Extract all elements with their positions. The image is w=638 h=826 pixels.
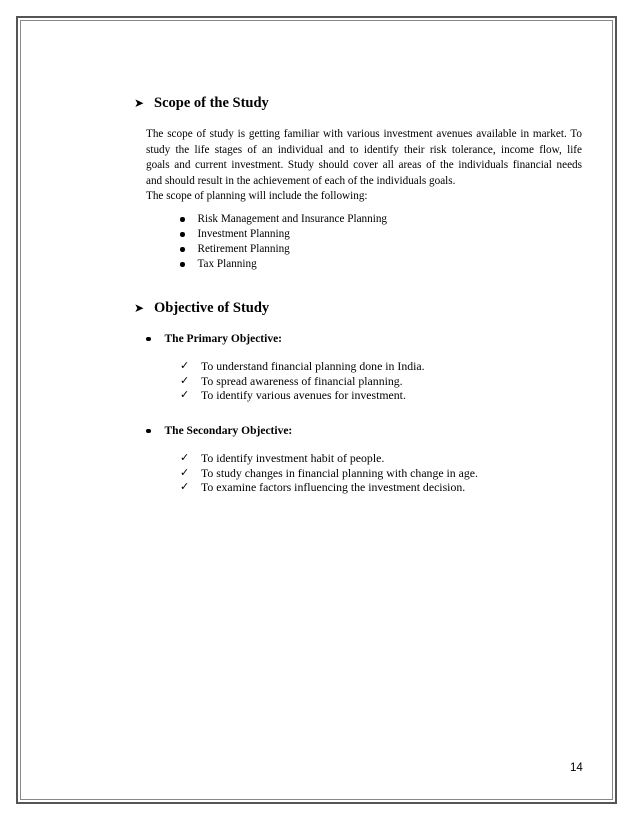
list-item [180,242,387,257]
checkmark-icon: ✓ [180,360,190,372]
scope-paragraph-line: and should result in the achievement of each of the individuals goals. [146,174,456,187]
list-item-text: To identify various avenues for investment. [201,388,406,402]
list-item-text: Tax Planning [197,258,257,270]
list-item-text: Retirement Planning [197,243,290,255]
scope-paragraph-line: study the life stages of an individual and to identify their risk tolerance, income flow, life [146,143,582,156]
scope-intro: The scope of planning will include the following: [146,190,368,202]
round-bullet-icon [180,217,185,222]
list-item [180,227,387,242]
list-item [180,451,478,466]
list-item-text: To spread awareness of financial planning. [201,373,403,388]
list-item [180,257,387,272]
scope-heading [134,95,269,112]
list-item [180,359,425,374]
list-item-text: To study changes in financial planning with change in age. [201,465,478,480]
round-bullet-icon [180,247,185,252]
list-item-text: Investment Planning [197,228,290,240]
secondary-objective-label [146,425,292,437]
arrow-bullet-icon: ➤ [134,301,145,315]
list-item-text: To understand financial planning done in India. [201,359,425,373]
arrow-bullet-icon: ➤ [134,96,145,110]
secondary-objective-text: The Secondary Objective: [164,425,293,437]
checkmark-icon: ✓ [180,481,190,493]
scope-paragraph [146,127,582,205]
round-bullet-icon [180,232,185,237]
list-item [180,212,387,227]
objective-heading [134,300,269,317]
scope-heading-text: Scope of the Study [154,95,269,111]
scope-list [180,212,387,272]
list-item [180,374,425,389]
scope-paragraph-line: The scope of study is getting familiar with various investment avenues available in market. To [146,128,582,140]
checkmark-icon: ✓ [180,374,190,387]
round-bullet-icon [146,337,151,342]
list-item-text: Risk Management and Insurance Planning [197,213,388,225]
list-item [180,480,478,495]
round-bullet-icon [180,262,185,267]
scope-paragraph-line: goals and current investment. Study should cover all areas of the individuals financial needs [146,159,582,171]
checkmark-icon: ✓ [180,452,190,464]
list-item [180,466,478,481]
list-item-text: To identify investment habit of people. [201,451,385,465]
secondary-objective-list [180,451,478,495]
list-item-text: To examine factors influencing the investment decision. [201,480,466,494]
checkmark-icon: ✓ [180,389,190,401]
list-item [180,388,425,403]
objective-heading-text: Objective of Study [154,300,270,316]
primary-objective-text: The Primary Objective: [164,333,283,345]
primary-objective-label [146,333,282,345]
primary-objective-list [180,359,425,403]
page-number: 14 [570,762,583,774]
round-bullet-icon [146,429,151,434]
checkmark-icon: ✓ [180,466,190,479]
